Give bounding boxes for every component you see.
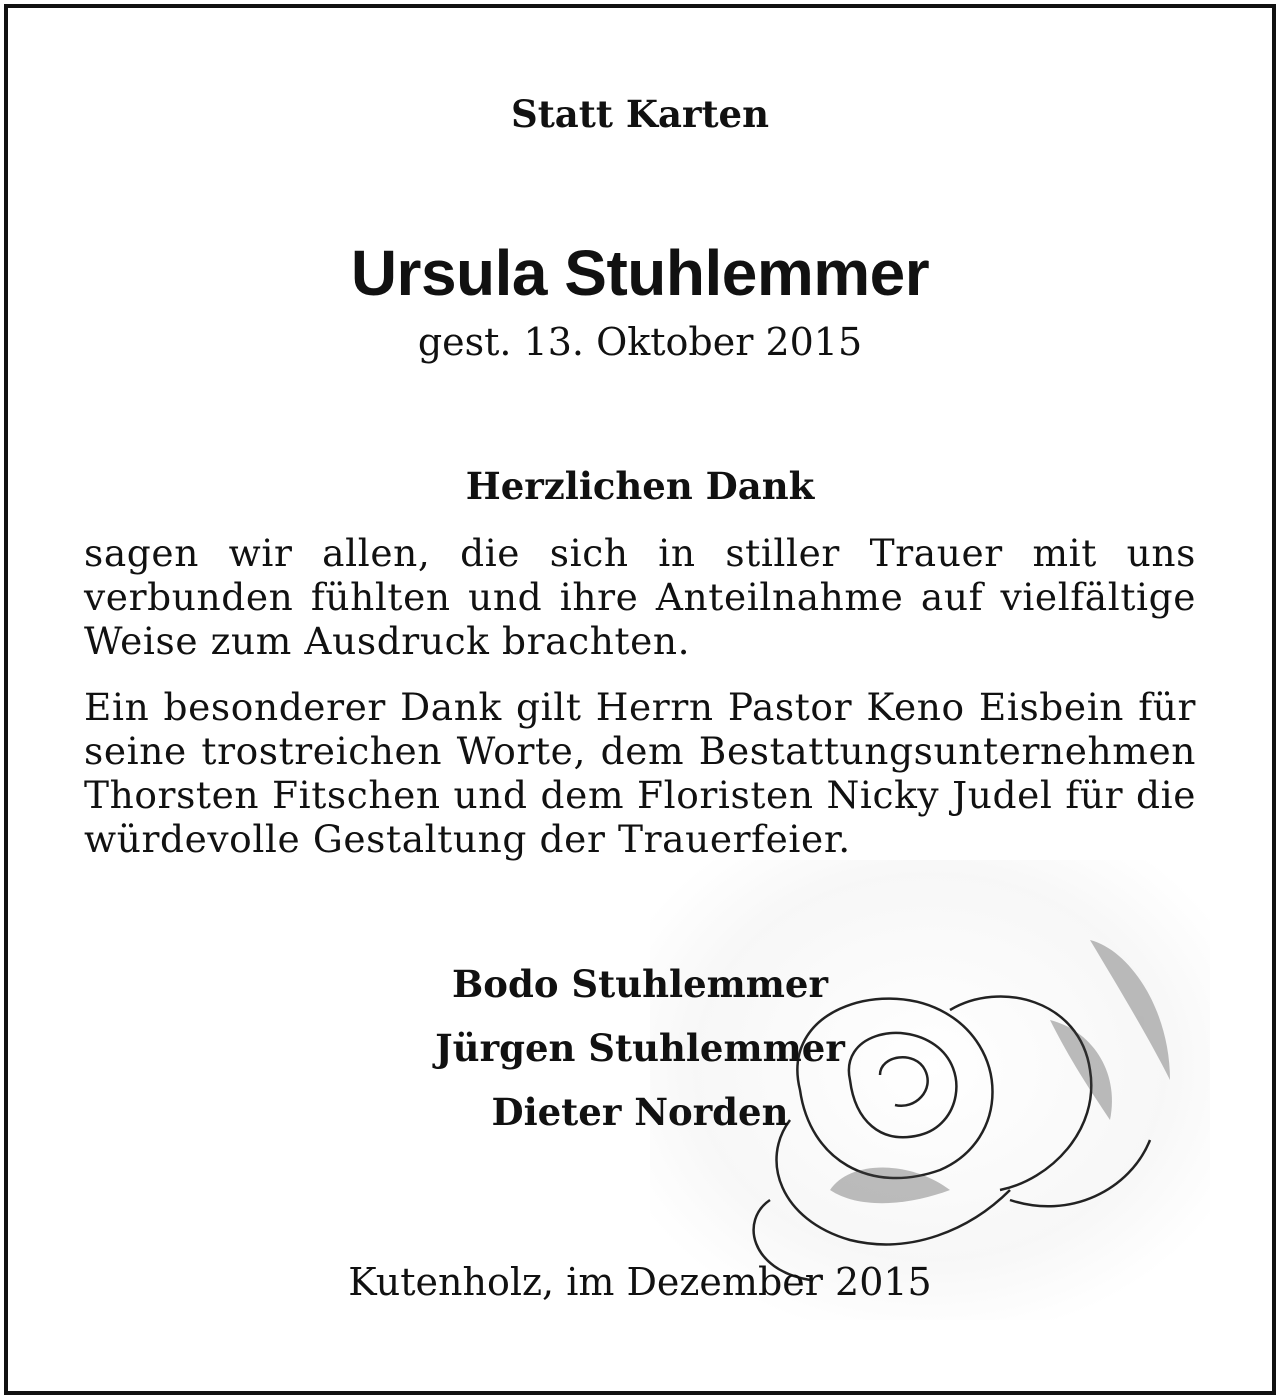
signer-name: Bodo Stuhlemmer: [452, 962, 828, 1006]
header-statt-karten: Statt Karten: [510, 92, 769, 136]
deceased-name: Ursula Stuhlemmer: [350, 237, 930, 309]
thanks-paragraph-2: Ein besonderer Dank gilt Herrn Pastor Keno Eisbein für seine trostreichen Worte, dem Bestattungsunternehmen Thorsten Fitschen und dem Floristen Nicky Judel für die würdevolle Gestaltung der Trauerfeier.: [84, 685, 1196, 861]
thanks-title: Herzlichen Dank: [465, 464, 815, 508]
death-date: gest. 13. Oktober 2015: [417, 320, 863, 364]
thanks-paragraph-1: sagen wir allen, die sich in stiller Trauer mit uns verbunden fühlten und ihre Anteilnahme auf vielfältige Weise zum Ausdruck brachten.: [84, 531, 1196, 663]
signer-name: Jürgen Stuhlemmer: [435, 1026, 845, 1070]
signers-list: [0, 952, 1280, 1144]
place-date: Kutenholz, im Dezember 2015: [348, 1260, 932, 1304]
signer-name: Dieter Norden: [491, 1090, 789, 1134]
